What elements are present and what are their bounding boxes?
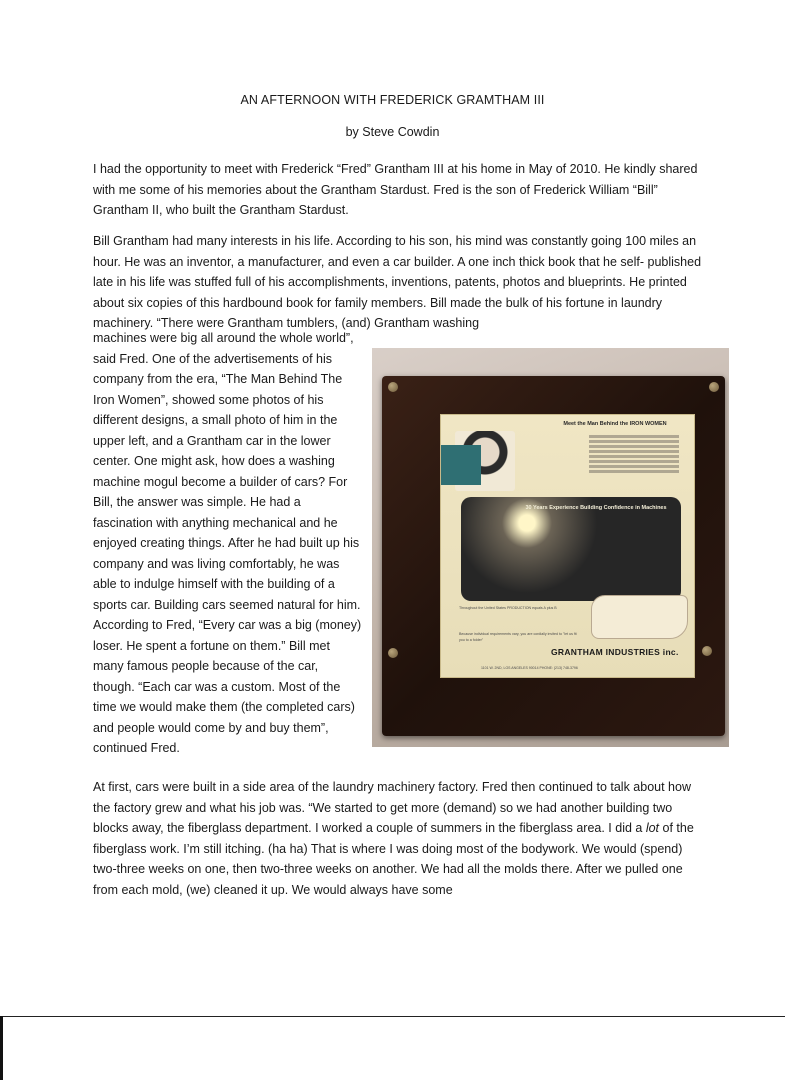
ad-tagline: Because individual requirements vary, you are cordially invited to "let us fit you to a folder" xyxy=(459,632,577,642)
ad-feature-list xyxy=(589,433,679,493)
paragraph-factory xyxy=(93,777,705,900)
machines-photo xyxy=(461,497,681,601)
ad-map-caption: Throughout the United States PRODUCTION equals A plus B xyxy=(459,606,557,610)
chalkboard-image xyxy=(441,445,481,485)
advertisement-photo xyxy=(372,348,729,747)
paragraph-intro: I had the opportunity to meet with Frederick “Fred” Grantham III at his home in May of 2010. He kindly shared with me some of his memories about the Grantham Stardust. Fred is the son of Frederick William “Bill” Grantham II, who built the Grantham Stardust. xyxy=(93,162,698,217)
wooden-plaque xyxy=(382,376,725,736)
grantham-advertisement xyxy=(440,414,695,678)
machines-caption: 30 Years Experience Building Confidence in Machines xyxy=(525,505,667,511)
paragraph-factory-part1: At first, cars were built in a side area of the laundry machinery factory. Fred then continued to talk about how the factory grew and what his job was. “We started to get more (demand) so we had another building two blocks away, the fiberglass department. I worked a couple of summers in the fiberglass area. I did a xyxy=(93,780,691,835)
tack-icon xyxy=(388,382,398,392)
scan-edge-line xyxy=(0,1016,785,1017)
ad-headline: Meet the Man Behind the IRON WOMEN xyxy=(563,421,667,427)
us-map-image xyxy=(591,595,688,639)
paragraph-factory-emphasis: lot xyxy=(645,821,660,835)
tack-icon xyxy=(702,646,712,656)
ad-address: 1101 W. 2ND, LOS ANGELES 90014 PHONE: (213) 748-3796 xyxy=(481,666,578,670)
ad-brand-name: GRANTHAM INDUSTRIES inc. xyxy=(551,647,679,657)
article-title: AN AFTERNOON WITH FREDERICK GRAMTHAM III xyxy=(240,93,545,107)
tack-icon xyxy=(388,648,398,658)
scan-edge-left xyxy=(0,1016,3,1080)
article-byline: by Steve Cowdin xyxy=(345,125,440,139)
paragraph-interests-wrapped: machines were big all around the whole world”, said Fred. One of the advertisements of his company from the era, “The Man Behind The Iron Women”, showed some photos of his different designs, a small photo of him in the upper left, and a Grantham car in the lower center. One might ask, how does a washing machine mogul become a builder of cars? For Bill, the answer was simple. He had a fascination with anything mechanical and he enjoyed creating things. After he had built up his company and was living comfortably, he was able to indulge himself with the building of a sports car. Building cars seemed natural for him. According to Fred, “Every car was a big (money) loser. He spent a fortune on them.” Bill met many famous people because of the car, though. “Each car was a custom. Most of the time we would make them (the completed cars) and people would come by and buy them”, continued Fred. xyxy=(93,331,362,755)
paragraph-factory-part2: of the fiberglass work. I’m still itching. (ha ha) That is where I was doing most of the bodywork. We would (spend) two-three weeks on one, then two-three weeks on another. We had all the molds there. After we pulled one from each mold, (we) cleaned it up. We would always have some xyxy=(93,821,694,897)
paragraph-interests: Bill Grantham had many interests in his life. According to his son, his mind was constantly going 100 miles an hour. He was an inventor, a manufacturer, and even a car builder. A one inch thick book that he self- published late in his life was stuffed full of his accomplishments, inventions, patents, photos and blueprints. He printed about six copies of this hardbound book for family members. Bill made the bulk of his fortune in laundry machinery. “There were Grantham tumblers, (and) Grantham washing xyxy=(93,234,702,330)
tack-icon xyxy=(709,382,719,392)
